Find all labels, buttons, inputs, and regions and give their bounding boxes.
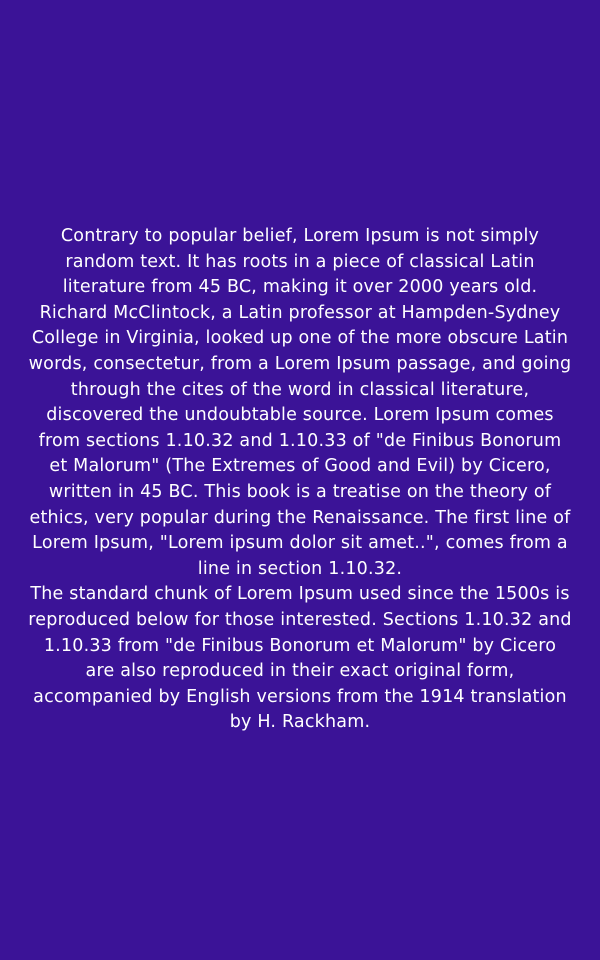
paragraph-1: Contrary to popular belief, Lorem Ipsum is not simply random text. It has roots in a piece of classical Latin literature from 45 BC, making it over 2000 years old. Richard McClintock, a Latin professor at Hampden-Sydney College in Virginia, looked up one of the more obscure Latin words, consectetur, from a Lorem Ipsum passage, and going through the cites of the word in classical literature, discovered the undoubtable source. Lorem Ipsum comes from sections 1.10.32 and 1.10.33 of "de Finibus Bonorum et Malorum" (The Extremes of Good and Evil) by Cicero, written in 45 BC. This book is a treatise on the theory of ethics, very popular during the Renaissance. The first line of Lorem Ipsum, "Lorem ipsum dolor sit amet..", comes from a line in section 1.10.32. [28, 226, 572, 579]
paragraph-2: The standard chunk of Lorem Ipsum used since the 1500s is reproduced below for those interested. Sections 1.10.32 and 1.10.33 from "de Finibus Bonorum et Malorum" by Cicero are also reproduced in their exact original form, accompanied by English versions from the 1914 translation by H. Rackham. [28, 584, 572, 733]
article-text-block [27, 224, 573, 736]
